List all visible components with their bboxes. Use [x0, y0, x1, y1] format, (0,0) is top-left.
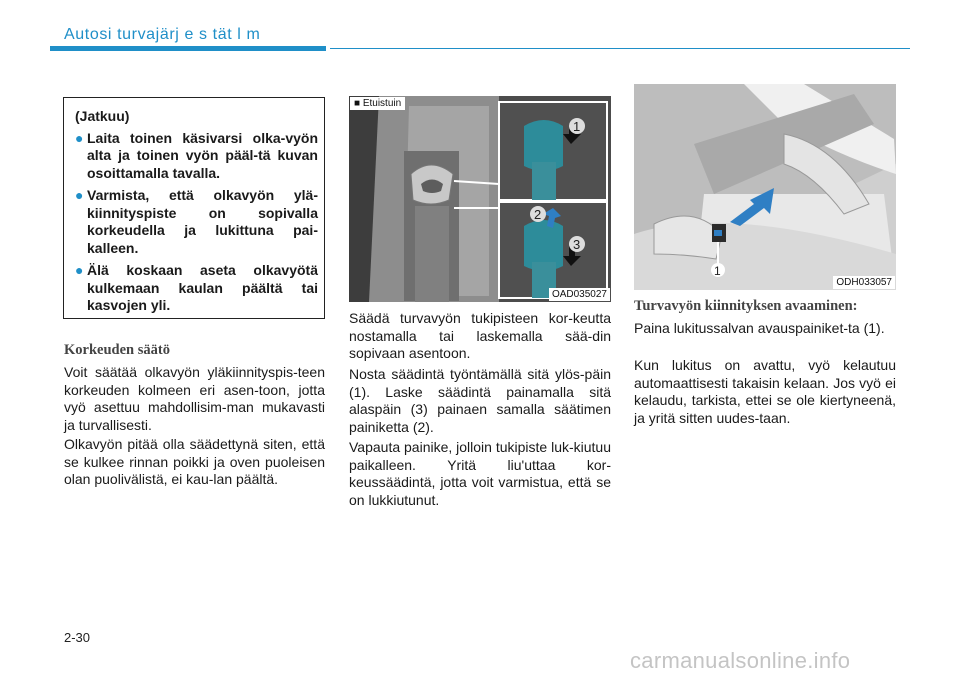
heading-buckle-release: Turvavyön kiinnityksen avaaminen: — [634, 298, 858, 314]
callout-3: 3 — [573, 237, 581, 252]
figure-code: OAD035027 — [549, 288, 610, 301]
page-number: 2-30 — [64, 630, 91, 645]
watermark: carmanualsonline.info — [630, 648, 851, 673]
callout-2: 2 — [534, 207, 542, 222]
header-rule — [330, 48, 910, 49]
warning-list — [75, 130, 318, 315]
callout-1: 1 — [714, 264, 721, 278]
adjuster-illustration — [349, 96, 611, 302]
bullet-icon: ● — [75, 187, 84, 203]
header-accent-bar — [50, 46, 326, 51]
buckle-illustration — [634, 84, 896, 290]
callout-1: 1 — [573, 119, 581, 134]
paragraph: Paina lukitussalvan avauspainiket-ta (1). — [634, 320, 885, 336]
paragraph: Nosta säädintä työntämällä sitä ylös-päin (1). Laske säädintä painamalla sitä alaspäin (3) painaen samalla säätimen painiketta (2). — [349, 366, 611, 435]
section-title: Autosi turvajärj e s tät l m — [64, 26, 261, 43]
figure-code: ODH033057 — [833, 276, 895, 289]
paragraph: Kun lukitus on avattu, vyö kelautuu automaattisesti takaisin kelaan. Jos vyö ei kelaudu, tarkista, ettei se ole kiertyneenä, ja yritä sitten uudes-taan. — [634, 357, 896, 426]
bullet-icon: ● — [75, 129, 84, 146]
paragraph: Olkavyön pitää olla säädettynä siten, että se kulkee rinnan poikki ja oven puoleisen olan puolivälistä, ei kau-lan päältä. — [64, 436, 325, 488]
warning-box — [63, 97, 325, 319]
bullet-icon: ● — [75, 262, 84, 278]
figure-buckle-release — [634, 84, 896, 290]
paragraph: Voit säätää olkavyön yläkiinnityspis-teen korkeuden kolmeen eri asen-toon, jotta vyö asettuu mahdollisim-man mukavasti ja turvallisesti. — [64, 364, 325, 433]
warning-item: ● Älä koskaan aseta olkavyötä kulkemaan kaulan päältä tai kasvojen yli. — [75, 262, 318, 313]
warning-item: ● Laita toinen käsivarsi olka-vyön alta ja toinen vyön pääl-tä kuvan osoittamalla tavalla. — [75, 129, 318, 181]
heading-height-adjustment: Korkeuden säätö — [64, 342, 170, 358]
figure-height-adjuster — [349, 96, 611, 302]
figure-tag: ■ Etuistuin — [350, 97, 405, 110]
continued-label: (Jatkuu) — [75, 108, 130, 124]
warning-item: ● Varmista, että olkavyön ylä-kiinnityspiste on sopivalla korkeudella ja lukittuna pai-kalleen. — [75, 187, 318, 256]
paragraph: Säädä turvavyön tukipisteen kor-keutta nostamalla tai laskemalla sää-din sopivaan asentoon. — [349, 310, 611, 362]
paragraph: Vapauta painike, jolloin tukipiste luk-kiutuu paikalleen. Yritä liu'uttaa kor-keussäädintä, jotta voit varmistua, että se on lukkiutunut. — [349, 439, 612, 508]
